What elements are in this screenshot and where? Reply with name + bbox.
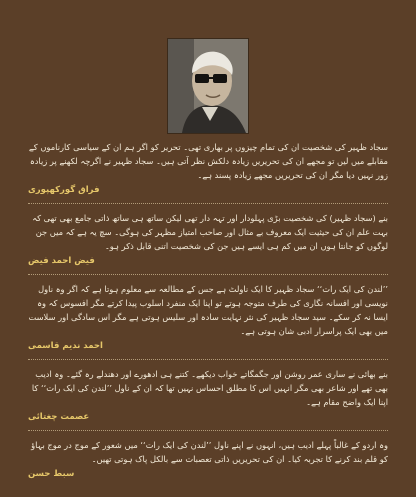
quote-author: احمد ندیم قاسمی — [28, 341, 103, 351]
section-divider — [28, 203, 388, 205]
quote-text: ’’لندن کی ایک رات‘‘ سجاد ظہیر کا ایک ناولٹ ہے جس کے مطالعہ سے معلوم ہوتا ہے کہ اگر وہ ناول نویسی اور افسانہ نگاری کی طرف متوجہ ہوتے تو اپنا ایک منفرد اسلوب پیدا کرتے مگر افسوس کہ وہ ایسا نہ کر سکے۔ سید سجاد ظہیر کی نثر نہایت سادہ اور سلیس ہوتی ہے مگر اس سادگی اور سلاست میں بھی ایک پراسرار ادبی شان ہوتی ہے۔ — [28, 284, 388, 336]
quote-author: فراق گورکھپوری — [28, 185, 100, 195]
section-divider — [28, 359, 388, 361]
section-divider — [28, 274, 388, 276]
section-divider — [28, 430, 388, 432]
portrait-photo-icon — [168, 39, 248, 133]
quote-text: سجاد ظہیر کی شخصیت ان کی تمام چیزوں پر بھاری تھی۔ تحریر کو اگر ہم ان کے سیاسی کارناموں کے مقابلے میں لیں تو مجھے ان کی تحریریں زیادہ دلکش نظر آتی ہیں۔ سجاد ظہیر نے اگرچہ لکھنے پر زیادہ زور نہیں دیا مگر ان کی تحریریں مجھے زیادہ پسند ہے۔ — [28, 142, 388, 180]
author-portrait — [167, 38, 249, 134]
quote-author: سبط حسن — [28, 469, 75, 479]
quote-block — [28, 282, 388, 353]
quote-author: عصمت چغتائی — [28, 412, 90, 422]
quote-text: وہ اردو کے غالباً پہلے ادیب ہیں، انہوں نے اپنے ناول ’’لندن کی ایک رات‘‘ میں شعور کے موج در موج بہاؤ کو قلم بند کرنے کا تجربہ کیا۔ ان کی تحریریں ذاتی تعصبات سے بالکل پاک ہوتی تھیں۔ — [31, 440, 388, 464]
quote-block — [28, 140, 388, 197]
quotes-section — [28, 140, 388, 487]
quote-block — [28, 438, 388, 481]
quote-author: فیض احمد فیض — [28, 256, 95, 266]
quote-text: بنے بھائی نے ساری عمر روشن اور جگمگاتے خواب دیکھے۔ کتنے ہی ادھورے اور دھندلے رہ گئے۔ وہ ادیب بھی تھے اور شاعر بھی مگر انہیں اس کا مطلق احساس نہیں تھا کہ ان کے ناول ’’لندن کی ایک رات‘‘ کا اپنا ایک واضح مقام ہے۔ — [31, 369, 388, 407]
quote-block — [28, 211, 388, 268]
quote-text: بنے (سجاد ظہیر) کی شخصیت بڑی پہلودار اور تہہ دار تھی لیکن ساتھ ہی ساتھ ذاتی جامع بھی تھی کہ بہت علم ان کی حیثیت ایک معروف بے مثال اور صاحب امتیاز مظہر کی ہوگی۔ سچ یہ ہے کہ میں جن لوگوں کو جانتا ہوں ان میں کم ہی ایسے ہیں جن کی شخصیت اتنی قابل ذکر ہو۔ — [32, 213, 388, 251]
quote-block — [28, 367, 388, 424]
